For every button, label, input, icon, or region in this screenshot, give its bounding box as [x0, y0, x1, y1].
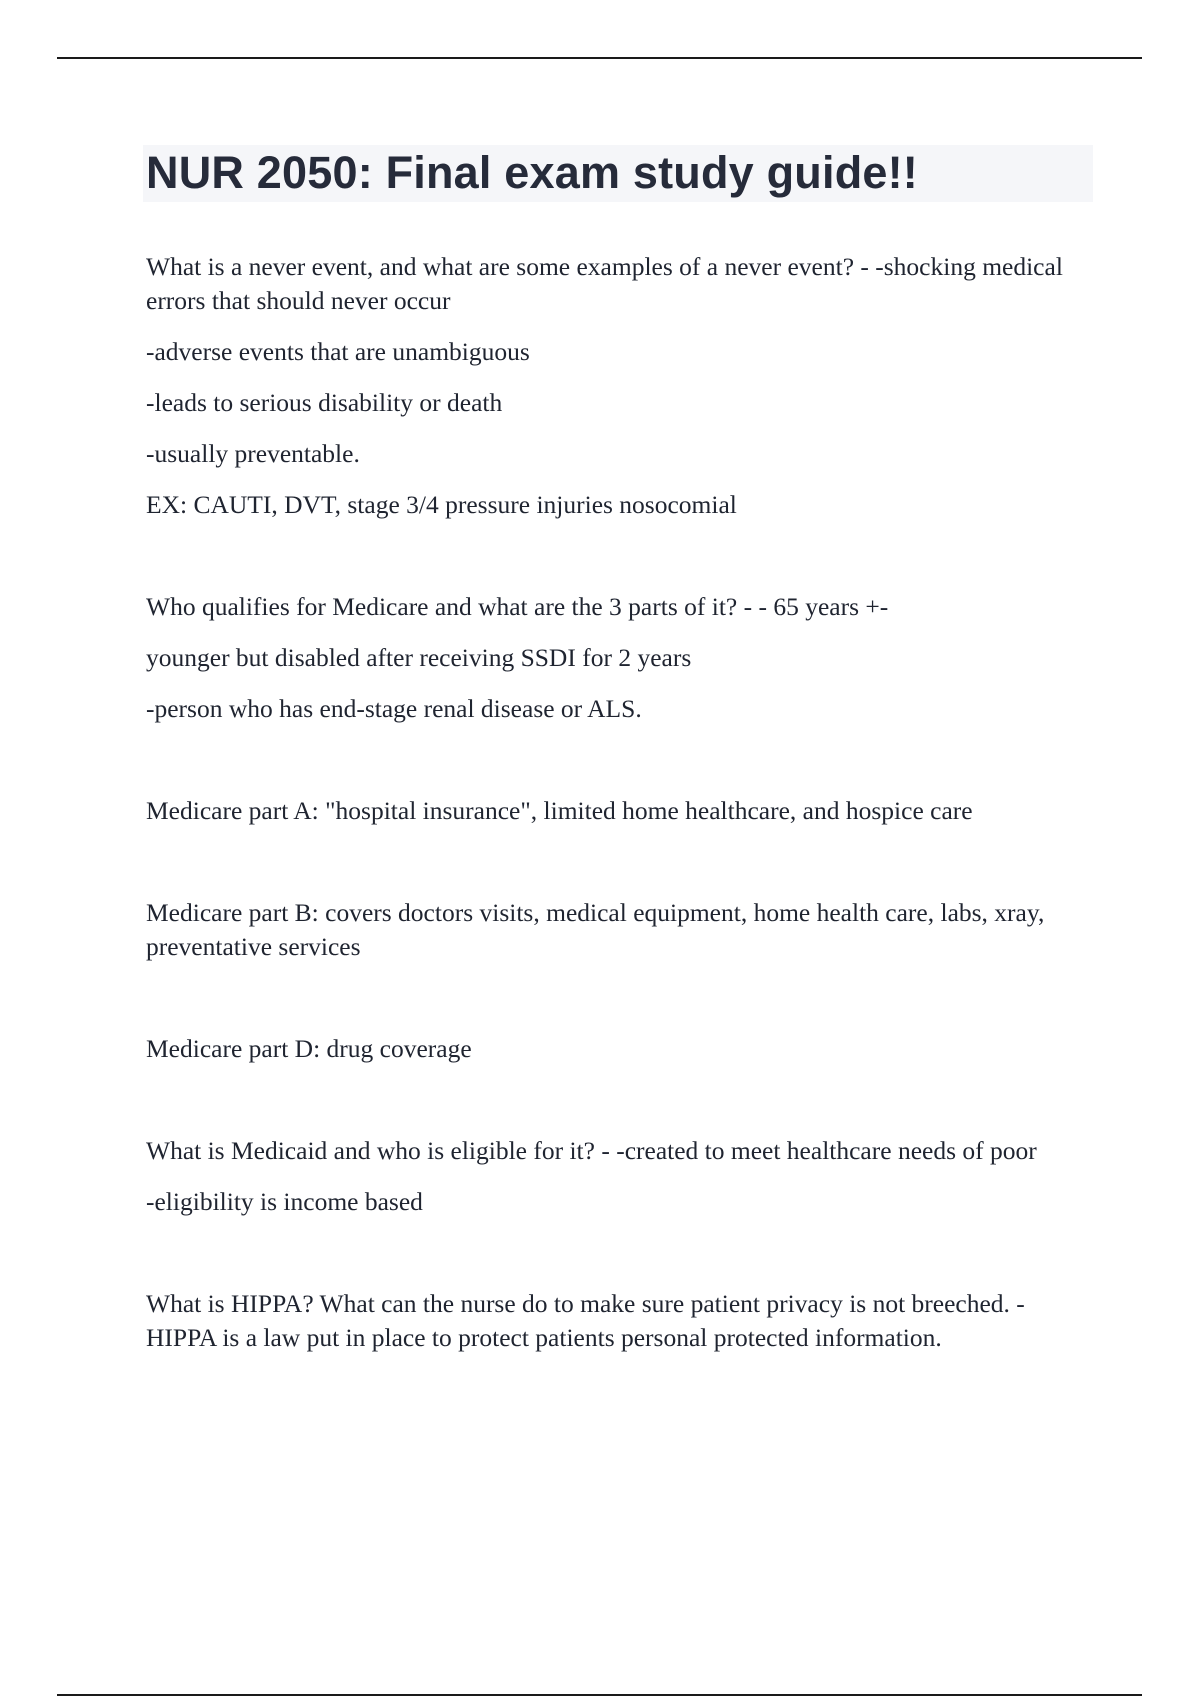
medicaid-question: What is Medicaid and who is eligible for it? - -created to meet healthcare needs of poor: [146, 1136, 1037, 1165]
medicare-line-1: younger but disabled after receiving SSDI for 2 years: [146, 643, 692, 672]
top-rule: [57, 57, 1142, 59]
never-event-line-1: -adverse events that are unambiguous: [146, 337, 530, 366]
medicaid-line-1: -eligibility is income based: [146, 1187, 423, 1216]
medicare-question: Who qualifies for Medicare and what are the 3 parts of it? - - 65 years +-: [146, 592, 889, 621]
never-event-line-4: EX: CAUTI, DVT, stage 3/4 pressure injuries nosocomial: [146, 490, 737, 519]
medicare-part-a: Medicare part A: "hospital insurance", limited home healthcare, and hospice care: [146, 796, 973, 825]
medicare-part-b: Medicare part B: covers doctors visits, medical equipment, home health care, labs, xray, preventative services: [146, 898, 1045, 961]
bottom-rule: [57, 1694, 1142, 1696]
page-title: NUR 2050: Final exam study guide!!: [146, 147, 918, 198]
never-event-line-2: -leads to serious disability or death: [146, 388, 503, 417]
never-event-question: What is a never event, and what are some examples of a never event? - -shocking medical errors that should never occur: [146, 252, 1063, 315]
medicare-line-2: -person who has end-stage renal disease or ALS.: [146, 694, 642, 723]
medicare-part-d: Medicare part D: drug coverage: [146, 1034, 472, 1063]
hippa-question: What is HIPPA? What can the nurse do to make sure patient privacy is not breeched. - HIPPA is a law put in place to protect patients personal protected information.: [146, 1289, 1025, 1352]
document-body: [146, 250, 1091, 1355]
never-event-line-3: -usually preventable.: [146, 439, 360, 468]
